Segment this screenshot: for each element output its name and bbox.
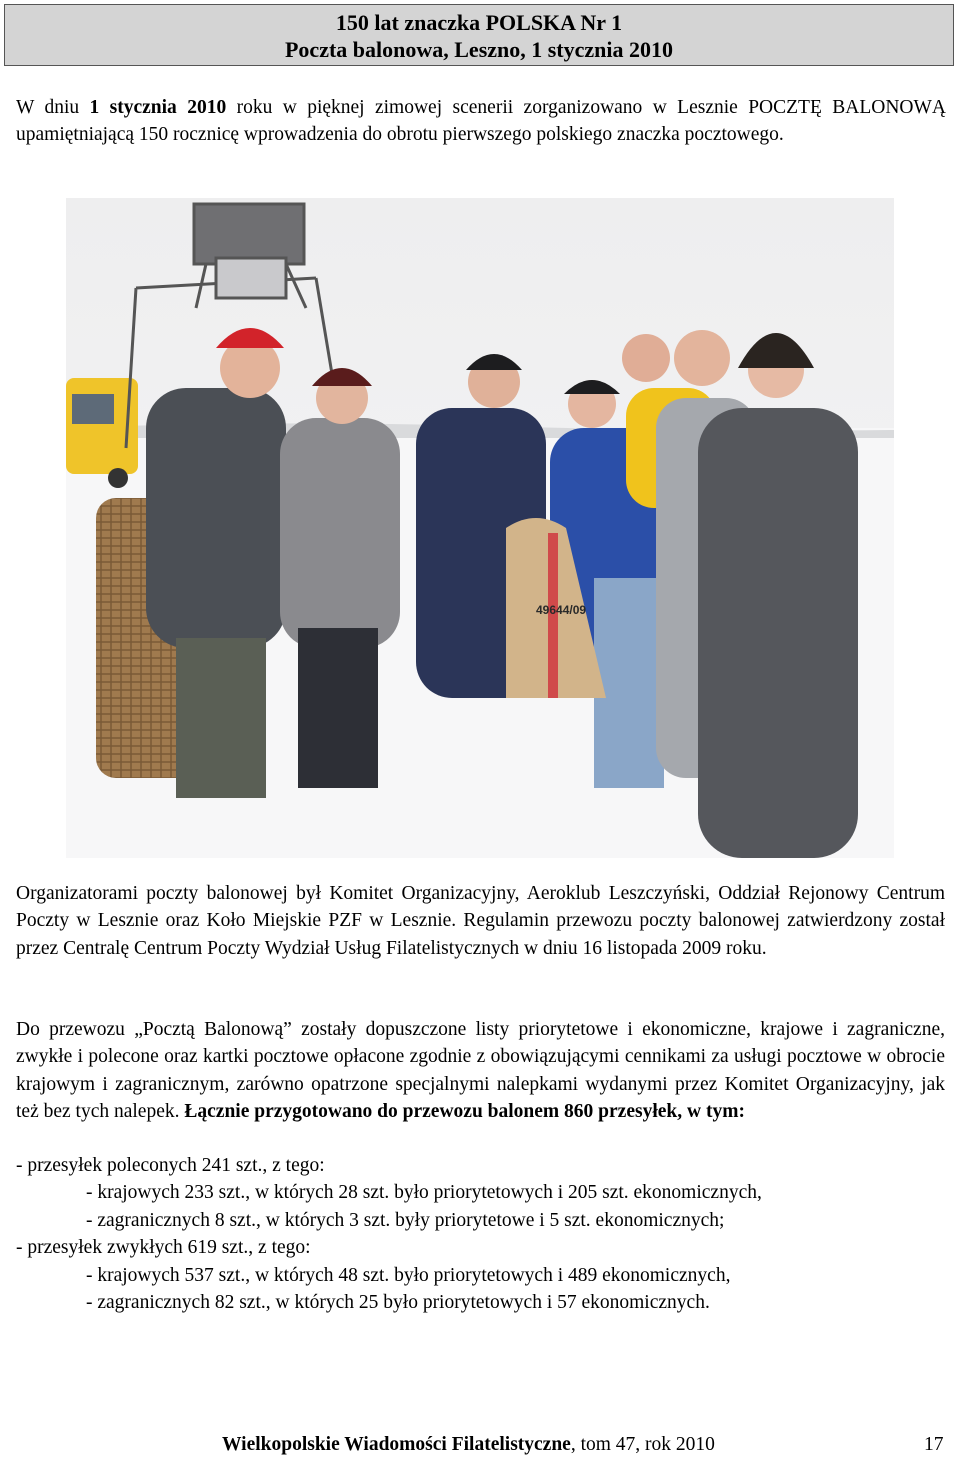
mail-paragraph-total: Łącznie przygotowano do przewozu balonem 860 przesyłek, w tym: (184, 1101, 745, 1123)
intro-text-end: roku w pięknej zimowej scenerii zorganizowano w Lesznie POCZTĘ BALONOWĄ upamiętniającą 150 rocznicę wprowadzenia do obrotu pierwszego polskiego znaczka pocztowego. (16, 97, 946, 145)
title-line-1: 150 lat znaczka POLSKA Nr 1 (335, 10, 623, 35)
list-item: - krajowych 233 szt., w których 28 szt. było priorytetowych i 205 szt. ekonomicznych, (86, 1182, 762, 1204)
intro-paragraph (16, 94, 946, 148)
title-line-2: Poczta balonowa, Leszno, 1 stycznia 2010 (284, 37, 674, 62)
publication-name: Wielkopolskie Wiadomości Filatelistyczne (222, 1434, 571, 1455)
shipment-list (16, 1152, 945, 1316)
list-item: - zagranicznych 8 szt., w których 3 szt. były priorytetowe i 5 szt. ekonomicznych; (86, 1209, 725, 1231)
event-photo (66, 198, 894, 858)
mail-paragraph-text: Do przewozu „Pocztą Balonową” zostały dopuszczone listy priorytetowe i ekonomiczne, krajowe i zagraniczne, zwykłe i polecone oraz kartki pocztowe opłacone zgodnie z obowiązującymi cennikami za usługi pocztowe w obrocie krajowym i zagranicznym, zarówno opatrzone specjalnymi nalepkami wydanymi przez Komitet Organizacyjny, jak też bez tych nalepek. (16, 1019, 945, 1123)
organizers-paragraph: Organizatorami poczty balonowej był Komitet Organizacyjny, Aeroklub Leszczyński, Oddział Rejonowy Centrum Poczty w Lesznie oraz Koło Miejskie PZF w Lesznie. Regulamin przewozu poczty balonowej zatwierdzony został przez Centralę Centrum Poczty Wydział Usług Filatelistycznych w dniu 16 listopada 2009 roku. (16, 883, 945, 959)
list-item: - przesyłek poleconych 241 szt., z tego: (16, 1155, 325, 1176)
list-item: - zagranicznych 82 szt., w których 25 było priorytetowych i 57 ekonomicznych. (86, 1292, 710, 1314)
title-box (4, 4, 954, 66)
intro-date: 1 stycznia 2010 (89, 97, 227, 118)
intro-text-start: W dniu (16, 97, 90, 118)
page-number: 17 (924, 1434, 944, 1455)
mail-paragraph (16, 1016, 945, 1126)
volume-info: , tom 47, rok 2010 (570, 1434, 715, 1455)
list-item: - przesyłek zwykłych 619 szt., z tego: (16, 1237, 311, 1259)
sack-number: 49644/09 (536, 603, 587, 617)
footer (222, 1432, 715, 1458)
list-item: - krajowych 537 szt., w których 48 szt. było priorytetowych i 489 ekonomicznych, (86, 1264, 731, 1286)
